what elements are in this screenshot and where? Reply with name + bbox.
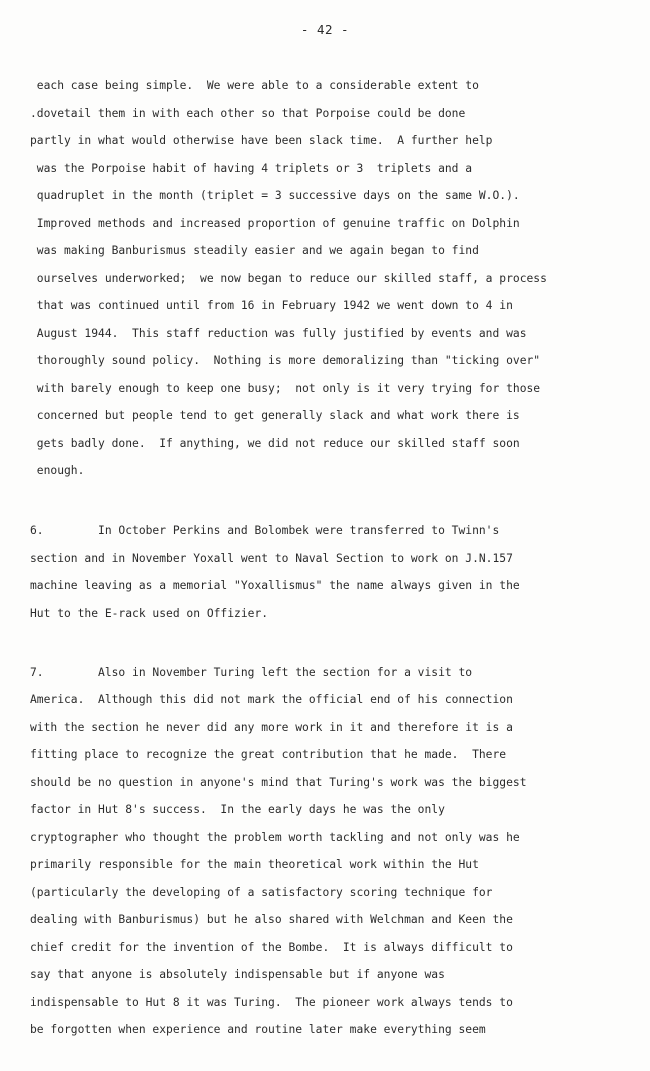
text-line: partly in what would otherwise have been slack time. A further help [30, 134, 493, 147]
text-line: Improved methods and increased proportion of genuine traffic on Dolphin [30, 217, 520, 230]
text-line: cryptographer who thought the problem worth tackling and not only was he [30, 831, 520, 844]
text-line: was the Porpoise habit of having 4 triplets or 3 triplets and a [30, 162, 473, 175]
text-line: quadruplet in the month (triplet = 3 successive days on the same W.O.). [30, 189, 520, 202]
text-line: each case being simple. We were able to a considerable extent to [30, 79, 479, 92]
text-line: section and in November Yoxall went to Naval Section to work on J.N.157 [30, 552, 513, 565]
text-line: fitting place to recognize the great contribution that he made. There [30, 748, 507, 761]
text-line: with barely enough to keep one busy; not only is it very trying for those [30, 382, 541, 395]
text-line: thoroughly sound policy. Nothing is more demoralizing than "ticking over" [30, 354, 541, 367]
text-line: was making Banburismus steadily easier and we again began to find [30, 244, 479, 257]
text-line: .dovetail them in with each other so that Porpoise could be done [30, 107, 466, 120]
text-line: enough. [30, 464, 85, 477]
text-line: indispensable to Hut 8 it was Turing. The pioneer work always tends to [30, 996, 513, 1009]
paragraph-7-line: 7. Also in November Turing left the section for a visit to [30, 666, 473, 679]
text-line: dealing with Banburismus) but he also shared with Welchman and Keen the [30, 913, 513, 926]
text-line: machine leaving as a memorial "Yoxallismus" the name always given in the [30, 579, 520, 592]
text-line: factor in Hut 8's success. In the early days he was the only [30, 803, 445, 816]
text-line: ourselves underworked; we now began to reduce our skilled staff, a process [30, 272, 547, 285]
text-line: say that anyone is absolutely indispensable but if anyone was [30, 968, 445, 981]
text-line: Hut to the E-rack used on Offizier. [30, 607, 269, 620]
text-line: that was continued until from 16 in February 1942 we went down to 4 in [30, 299, 513, 312]
text-line: (particularly the developing of a satisfactory scoring technique for [30, 886, 493, 899]
text-line: with the section he never did any more work in it and therefore it is a [30, 721, 513, 734]
text-line: August 1944. This staff reduction was fully justified by events and was [30, 327, 527, 340]
page-number: - 42 - [300, 22, 350, 37]
text-line: should be no question in anyone's mind that Turing's work was the biggest [30, 776, 527, 789]
text-line: gets badly done. If anything, we did not reduce our skilled staff soon [30, 437, 520, 450]
text-line: concerned but people tend to get generally slack and what work there is [30, 409, 520, 422]
text-line: chief credit for the invention of the Bombe. It is always difficult to [30, 941, 513, 954]
text-line: primarily responsible for the main theoretical work within the Hut [30, 858, 479, 871]
text-line: be forgotten when experience and routine later make everything seem [30, 1023, 486, 1036]
paragraph-6-line: 6. In October Perkins and Bolombek were transferred to Twinn's [30, 524, 500, 537]
text-line: America. Although this did not mark the official end of his connection [30, 693, 513, 706]
